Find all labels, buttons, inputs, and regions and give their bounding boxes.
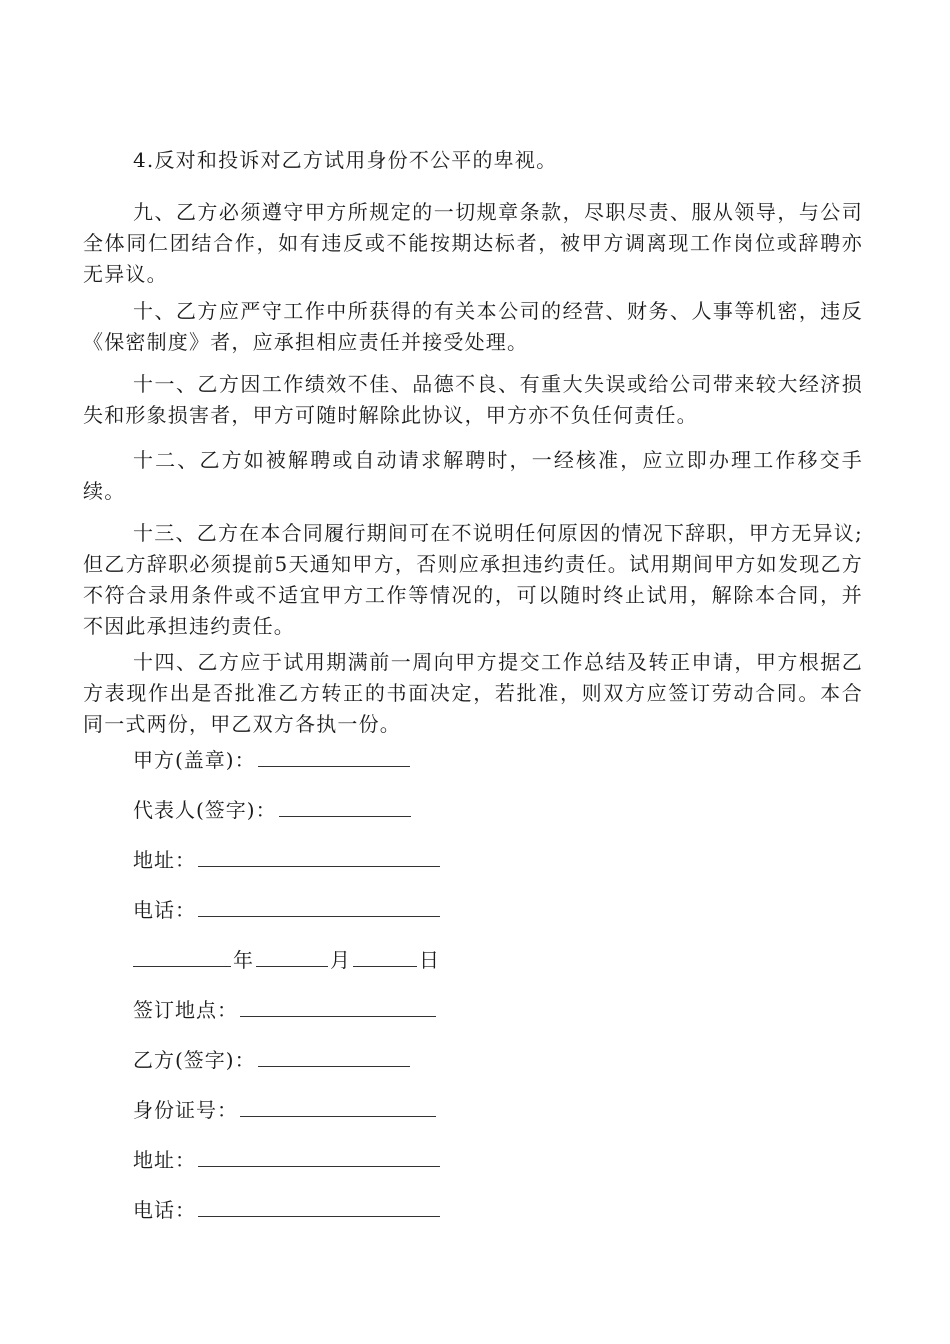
paragraph-clause-9: 九、乙方必须遵守甲方所规定的一切规章条款，尽职尽责、服从领导，与公司全体同仁团结合作，如有违反或不能按期达标者，被甲方调离现工作岗位或辞聘亦无异议。 [83, 200, 863, 286]
paragraph-clause-11: 十一、乙方因工作绩效不佳、品德不良、有重大失误或给公司带来较大经济损失和形象损害者，甲方可随时解除此协议，甲方亦不负任何责任。 [83, 372, 863, 427]
representative-blank[interactable] [279, 796, 411, 817]
paragraph-clause-12: 十二、乙方如被解聘或自动请求解聘时，一经核准，应立即办理工作移交手续。 [83, 448, 863, 503]
party-b-sign-label: 乙方(签字)： [133, 1048, 256, 1072]
month-blank[interactable] [256, 946, 328, 967]
paragraph-item-4: 4.反对和投诉对乙方试用身份不公平的卑视。 [133, 148, 558, 172]
address-b-blank[interactable] [198, 1146, 440, 1167]
phone-a-blank[interactable] [198, 896, 440, 917]
day-label: 日 [419, 948, 440, 972]
phone-b-field [133, 1195, 442, 1225]
representative-field [133, 795, 413, 825]
address-a-field [133, 845, 442, 875]
id-number-label: 身份证号： [133, 1098, 238, 1122]
sign-place-blank[interactable] [240, 996, 436, 1017]
day-blank[interactable] [353, 946, 417, 967]
party-b-sign-blank[interactable] [258, 1046, 410, 1067]
phone-b-label: 电话： [133, 1198, 196, 1222]
address-b-field [133, 1145, 442, 1175]
sign-place-label: 签订地点： [133, 998, 238, 1022]
phone-a-label: 电话： [133, 898, 196, 922]
phone-a-field [133, 895, 442, 925]
year-label: 年 [233, 948, 254, 972]
paragraph-clause-14: 十四、乙方应于试用期满前一周向甲方提交工作总结及转正申请，甲方根据乙方表现作出是否批准乙方转正的书面决定，若批准，则双方应签订劳动合同。本合同一式两份，甲乙双方各执一份。 [83, 650, 863, 736]
year-blank[interactable] [133, 946, 231, 967]
address-b-label: 地址： [133, 1148, 196, 1172]
id-number-field [133, 1095, 438, 1125]
month-label: 月 [330, 948, 351, 972]
address-a-blank[interactable] [198, 846, 440, 867]
phone-b-blank[interactable] [198, 1196, 440, 1217]
party-b-sign-field [133, 1045, 412, 1075]
date-field [133, 945, 440, 975]
party-a-seal-field [133, 745, 412, 775]
representative-label: 代表人(签字)： [133, 798, 277, 822]
paragraph-clause-13: 十三、乙方在本合同履行期间可在不说明任何原因的情况下辞职，甲方无异议;但乙方辞职必须提前5天通知甲方，否则应承担违约责任。试用期间甲方如发现乙方不符合录用条件或不适宜甲方工作等情况的，可以随时终止试用，解除本合同，并不因此承担违约责任。 [83, 521, 863, 638]
party-a-seal-blank[interactable] [258, 746, 410, 767]
paragraph-clause-10: 十、乙方应严守工作中所获得的有关本公司的经营、财务、人事等机密，违反《保密制度》者，应承担相应责任并接受处理。 [83, 299, 863, 354]
party-a-seal-label: 甲方(盖章)： [133, 748, 256, 772]
sign-place-field [133, 995, 438, 1025]
id-number-blank[interactable] [240, 1096, 436, 1117]
address-a-label: 地址： [133, 848, 196, 872]
